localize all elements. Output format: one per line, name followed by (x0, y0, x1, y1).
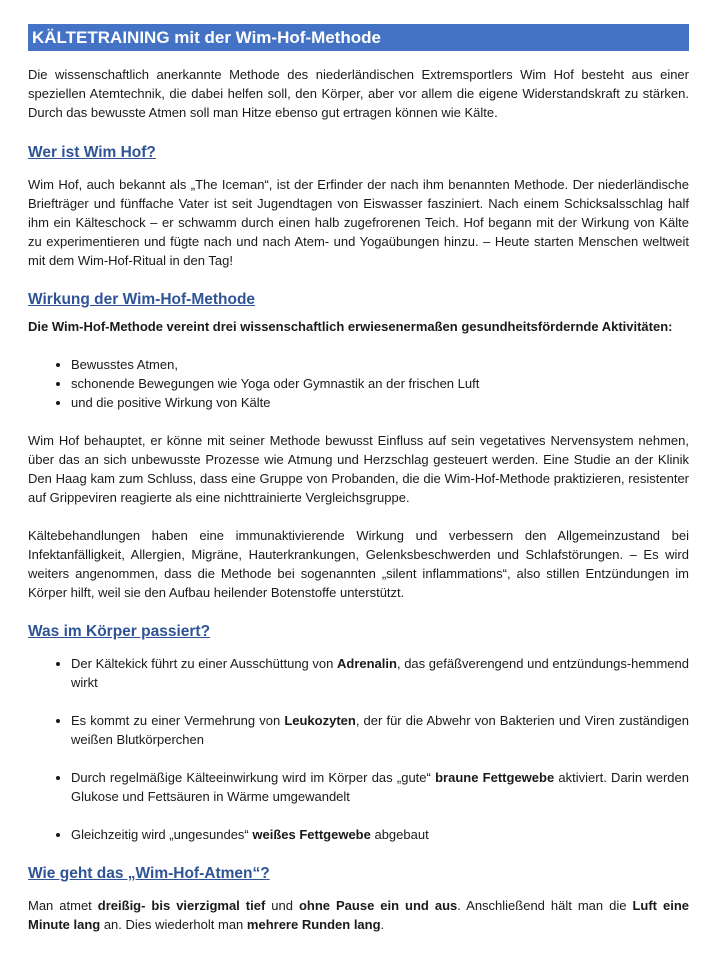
atmen-text: und (265, 898, 299, 913)
list-item-text: abgebaut (370, 827, 429, 842)
wirkung-paragraph-1: Wim Hof behauptet, er könne mit seiner Methode bewusst Einfluss auf sein vegetatives Nervensystem nehmen, über das an sich unbewusste Prozesse wie Atmung und Herzschlag gesteuert werden. Eine Studie an der Klinik Den Haag kam zum Schluss, dass eine Gruppe von Probanden, die die Wim-Hof-Methode praktizieren, resistenter auf Grippeviren reagierte als eine nichttrainierte Vergleichsgruppe. (28, 433, 689, 505)
koerper-bullet-list (28, 654, 689, 844)
list-item (71, 654, 689, 692)
atmen-text: an. Dies wiederholt man (100, 917, 247, 932)
section-heading-wer-ist-wim-hof: Wer ist Wim Hof? (28, 144, 156, 161)
atmen-text: . (380, 917, 385, 932)
list-item (71, 768, 689, 806)
page-title: KÄLTETRAINING mit der Wim-Hof-Methode (28, 24, 689, 51)
list-item-keyword: braune Fettgewebe (435, 770, 555, 785)
list-item: • schonende Bewegungen wie Yoga oder Gymnastik an der frischen Luft (71, 374, 689, 393)
list-item (71, 825, 689, 844)
wirkung-bullet-list (28, 355, 689, 412)
list-item-keyword: Leukozyten (284, 713, 356, 728)
list-item (71, 711, 689, 749)
section-heading-atmen: Wie geht das „Wim-Hof-Atmen“? (28, 865, 270, 882)
section-paragraph-wer-ist-wim-hof: Wim Hof, auch bekannt als „The Iceman“, ist der Erfinder der nach ihm benannten Methode. Der niederländische Briefträger und fünffache Vater ist seit Jugendtagen von Eiswasser fasziniert. Nach einem Schicksalsschlag half ihm ein Kälteschock – er schwamm durch einen halb zugefrorenen Teich. Hof begann mit der Wirkung von Kälte zu experimentieren und fügte nach und nach Atem- und Yogaübungen hinzu. – Heute starten Menschen weltweit mit dem Wim-Hof-Ritual in den Tag! (28, 177, 689, 268)
wirkung-subline: Die Wim-Hof-Methode vereint drei wissenschaftlich erwiesenermaßen gesundheitsfördernde Aktivitäten: (28, 319, 673, 334)
section-heading-wirkung: Wirkung der Wim-Hof-Methode (28, 291, 256, 308)
list-item-text: Es kommt zu einer Vermehrung von (71, 713, 285, 728)
list-item-text: , das gefäßverengend und entzündungs-hemmend wirkt (71, 656, 689, 690)
list-item-keyword: weißes Fettgewebe (252, 827, 371, 842)
list-item: • Bewusstes Atmen, (71, 355, 689, 374)
section-heading-koerper: Was im Körper passiert? (28, 623, 211, 640)
list-item-text: , der für die Abwehr von Bakterien und Viren zuständigen weißen Blutkörperchen (71, 713, 689, 747)
atmen-paragraph (28, 896, 689, 934)
intro-paragraph: Die wissenschaftlich anerkannte Methode des niederländischen Extremsportlers Wim Hof besteht aus einer speziellen Atemtechnik, die dabei helfen soll, den Körper, aber vor allem die eigene Widerstandskraft zu stärken. Durch das bewusste Atmen soll man Hitze ebenso gut ertragen können wie Kälte. (28, 67, 689, 120)
list-item-text: Gleichzeitig wird „ungesundes“ (71, 827, 253, 842)
list-item-keyword: Adrenalin (337, 656, 397, 671)
atmen-keyword: mehrere Runden lang (246, 917, 381, 932)
atmen-text: Man atmet (28, 898, 98, 913)
list-item-text: Der Kältekick führt zu einer Ausschüttung von (71, 656, 337, 671)
atmen-keyword: dreißig- bis vierzigmal tief (97, 898, 266, 913)
atmen-text: . Anschließend hält man die (457, 898, 633, 913)
atmen-keyword: Luft eine Minute lang (28, 898, 690, 932)
list-item-text: aktiviert. Darin werden Glukose und Fettsäuren in Wärme umgewandelt (71, 770, 689, 804)
atmen-keyword: ohne Pause ein und aus (298, 898, 458, 913)
list-item-text: Durch regelmäßige Kälteeinwirkung wird im Körper das „gute“ (71, 770, 436, 785)
list-item: • und die positive Wirkung von Kälte (71, 393, 689, 412)
wirkung-paragraph-2: Kältebehandlungen haben eine immunaktivierende Wirkung und verbessern den Allgemeinzustand bei Infektanfälligkeit, Allergien, Migräne, Hauterkrankungen, Gelenksbeschwerden und Schlafstörungen. – Es wird weiters angenommen, dass die Methode bei sogenannten „silent inflammations“, also stillen Entzündungen im Körper hilft, weil sie den Aufbau heilender Botenstoffe unterstützt. (28, 528, 689, 600)
